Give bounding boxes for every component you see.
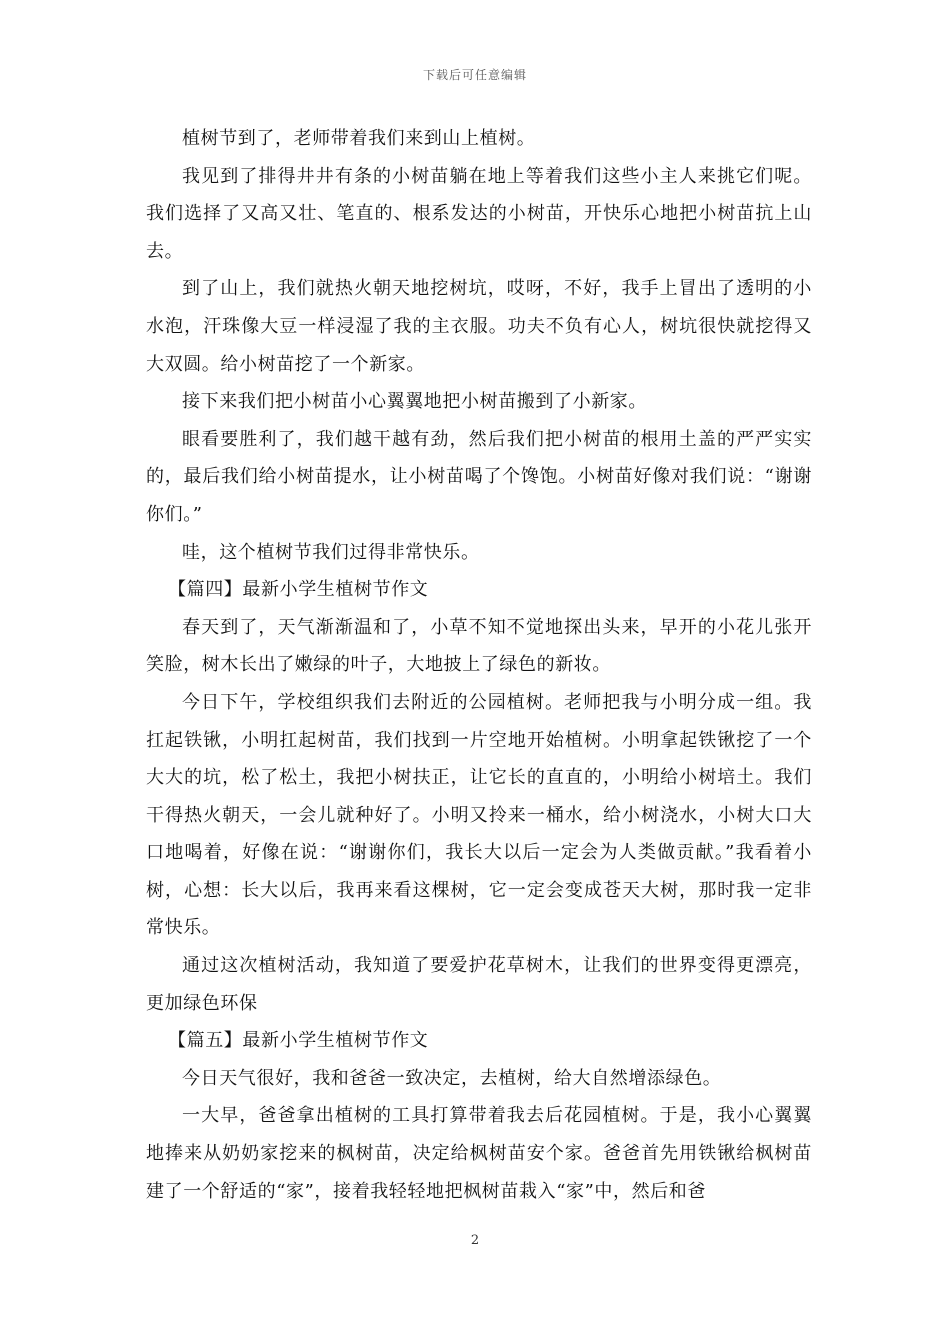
paragraph: 一大早，爸爸拿出植树的工具打算带着我去后花园植树。于是，我小心翼翼地捧来从奶奶家挖来的枫树苗，决定给枫树苗安个家。爸爸首先用铁锹给枫树苗建了一个舒适的“家”，接着我轻轻地把枫树苗栽入“家”中，然后和爸 — [146, 1105, 812, 1202]
paragraph: 我见到了排得井井有条的小树苗躺在地上等着我们这些小主人来挑它们呢。我们选择了又高又壮、笔直的、根系发达的小树苗，开快乐心地把小树苗抗上山去。 — [146, 165, 812, 262]
section-heading: 【篇四】最新小学生植树节作文 — [168, 579, 429, 601]
page-number: 2 — [470, 1233, 480, 1248]
paragraph: 眼看要胜利了，我们越干越有劲，然后我们把小树苗的根用土盖的严严实实的，最后我们给小树苗提水，让小树苗喝了个馋饱。小树苗好像对我们说：“谢谢你们。” — [146, 428, 812, 525]
paragraph: 到了山上，我们就热火朝天地挖树坑，哎呀，不好，我手上冒出了透明的小水泡，汗珠像大豆一样浸湿了我的主衣服。功夫不负有心人，树坑很快就挖得又大双圆。给小树苗挖了一个新家。 — [146, 278, 812, 375]
section-heading: 【篇五】最新小学生植树节作文 — [168, 1030, 429, 1052]
paragraph: 春天到了，天气渐渐温和了，小草不知不觉地探出头来，早开的小花儿张开笑脸，树木长出了嫩绿的叶子，大地披上了绿色的新妆。 — [146, 616, 812, 676]
paragraph: 植树节到了，老师带着我们来到山上植树。 — [182, 128, 536, 149]
paragraph: 今日下午，学校组织我们去附近的公园植树。老师把我与小明分成一组。我扛起铁锹，小明扛起树苗，我们找到一片空地开始植树。小明拿起铁锹挖了一个大大的坑，松了松土，我把小树扶正，让它长的直直的，小明给小树培土。我们干得热火朝天，一会儿就种好了。小明又拎来一桶水，给小树浇水，小树大口大口地喝着，好像在说：“谢谢你们，我长大以后一定会为人类做贡献。”我看着小树，心想：长大以后，我再来看这棵树，它一定会变成苍天大树，那时我一定非常快乐。 — [146, 691, 812, 939]
paragraph: 今日天气很好，我和爸爸一致决定，去植树，给大自然增添绿色。 — [182, 1067, 722, 1089]
paragraph: 通过这次植树活动，我知道了要爱护花草树木，让我们的世界变得更漂亮，更加绿色环保 — [146, 955, 812, 1014]
paragraph: 接下来我们把小树苗小心翼翼地把小树苗搬到了小新家。 — [182, 391, 647, 413]
paragraph: 哇，这个植树节我们过得非常快乐。 — [182, 541, 480, 563]
page-header: 下载后可任意编辑 — [422, 68, 527, 82]
document-body — [146, 120, 812, 1210]
